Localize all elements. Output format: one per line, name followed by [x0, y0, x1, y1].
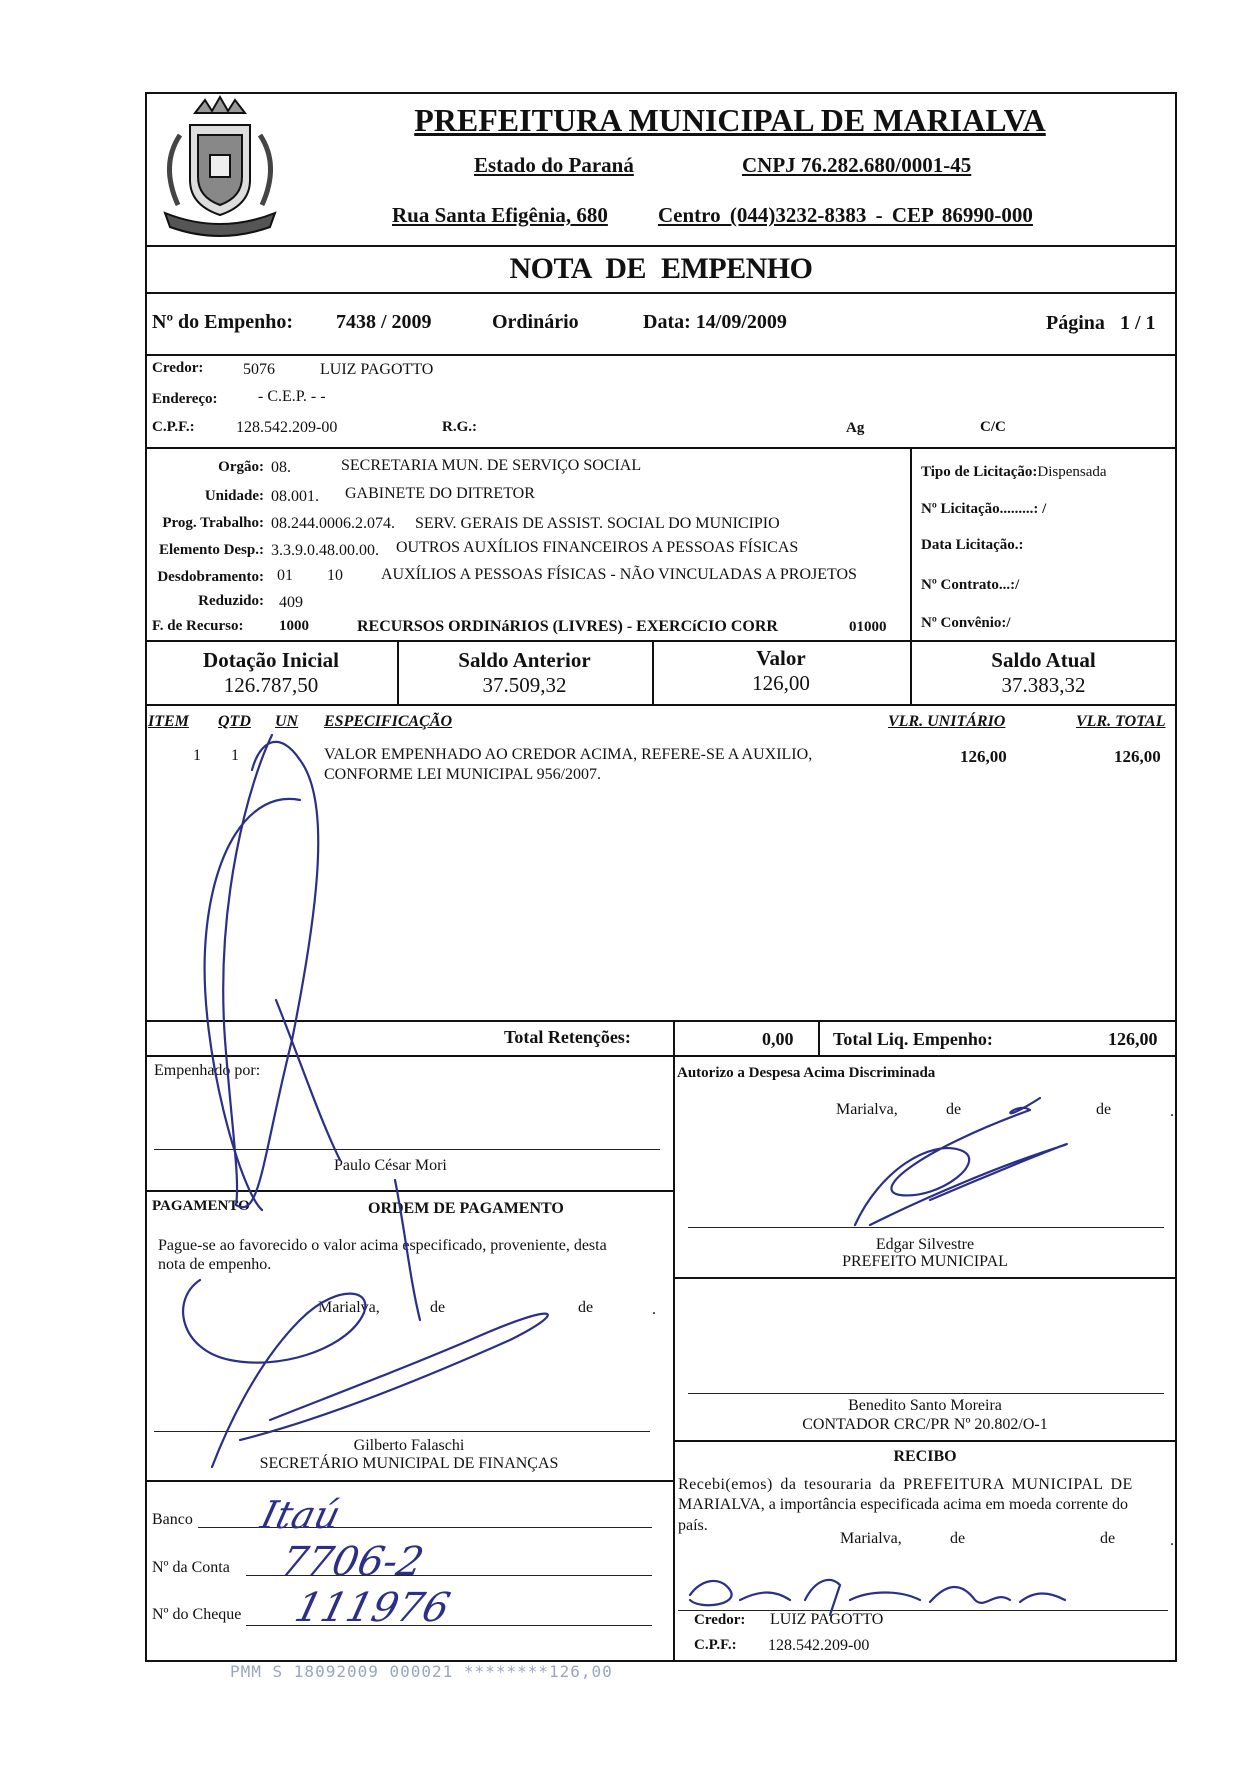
saldo-atual-value: 37.383,32	[1001, 673, 1086, 697]
pagamento-de-1: de	[430, 1299, 446, 1316]
recibo-text-2: MARIALVA, a importância especificada acima em moeda corrente do	[678, 1496, 1129, 1513]
totals-sep-1	[673, 1020, 675, 1055]
recibo-text-1: Recebi(emos) da tesouraria da PREFEITURA MUNICIPAL DE	[678, 1476, 1133, 1493]
empenho-number: 7438 / 2009	[336, 311, 432, 333]
contrato-number: Nº Contrato...:/	[921, 577, 1020, 593]
empenhado-name: Paulo César Mori	[334, 1157, 447, 1174]
totals-sep-2	[818, 1020, 820, 1055]
header-cnpj: CNPJ 76.282.680/0001-45	[742, 153, 972, 177]
item-qtd: 1	[231, 747, 239, 764]
ordem-pagamento-label: ORDEM DE PAGAMENTO	[368, 1200, 564, 1217]
saldo-anterior-label: Saldo Anterior	[458, 648, 591, 672]
document-title: NOTA DE EMPENHO	[509, 252, 813, 285]
recibo-city: Marialva,	[840, 1530, 902, 1547]
licitacao-type-label: Tipo de Licitação:Dispensada	[921, 464, 1107, 480]
orgao-desc: SECRETARIA MUN. DE SERVIÇO SOCIAL	[341, 457, 642, 474]
coat-of-arms-icon	[150, 95, 290, 243]
header-title: PREFEITURA MUNICIPAL DE MARIALVA	[414, 102, 1046, 138]
desdobramento-code-1: 01	[277, 567, 293, 584]
totals-divider	[145, 1055, 1177, 1057]
saldos-divider	[145, 704, 1177, 706]
pagamento-text-1: Pague-se ao favorecido o valor acima especificado, proveniente, desta	[158, 1237, 607, 1254]
endereco-value: - C.E.P. - -	[258, 388, 326, 405]
dotacao-value: 126.787,50	[223, 673, 319, 697]
licitacao-date: Data Licitação.:	[921, 537, 1024, 553]
valor-label: Valor	[756, 646, 806, 670]
liq-empenho-value: 126,00	[1108, 1029, 1158, 1049]
ag-label: Ag	[846, 420, 865, 436]
header-address: Centro (044)3232-8383 - CEP 86990-000	[658, 203, 1033, 227]
item-spec-line-1: VALOR EMPENHADO AO CREDOR ACIMA, REFERE-SE A AUXILIO,	[324, 746, 813, 763]
licitacao-number: Nº Licitação.........: /	[921, 501, 1047, 517]
credor-label: Credor:	[152, 360, 204, 376]
retencoes-label: Total Retenções:	[504, 1027, 631, 1047]
liq-empenho-label: Total Liq. Empenho:	[833, 1029, 993, 1049]
recibo-credor-name: LUIZ PAGOTTO	[770, 1611, 884, 1628]
prog-code: 08.244.0006.2.074.	[271, 515, 395, 532]
banco-handwritten-value: Itaú	[256, 1493, 345, 1537]
conta-label: Nº da Conta	[152, 1559, 230, 1576]
cpf-label: C.P.F.:	[152, 419, 195, 435]
page-number: 1 / 1	[1120, 312, 1156, 334]
credor-name: LUIZ PAGOTTO	[320, 361, 434, 378]
dotacao-label: Dotação Inicial	[203, 648, 339, 672]
endereco-label: Endereço:	[152, 391, 218, 407]
reduzido-value: 409	[279, 594, 303, 611]
recurso-label: F. de Recurso:	[152, 618, 244, 634]
recibo-de-2: de	[1100, 1530, 1116, 1547]
unidade-label: Unidade:	[204, 488, 264, 504]
recibo-signature-line	[678, 1610, 1168, 1611]
saldo-anterior-value: 37.509,32	[482, 673, 567, 697]
prog-desc: SERV. GERAIS DE ASSIST. SOCIAL DO MUNICIPIO	[415, 515, 780, 532]
recurso-code: 1000	[279, 618, 309, 634]
col-vlr-unitario: VLR. UNITÁRIO	[888, 713, 1006, 730]
empenhado-bottom	[145, 1190, 673, 1192]
recibo-credor-label: Credor:	[694, 1612, 746, 1628]
reduzido-label: Reduzido:	[198, 593, 264, 609]
recibo-cpf-label: C.P.F.:	[694, 1637, 737, 1653]
page-label: Página	[1046, 312, 1105, 334]
pagamento-text-2: nota de empenho.	[158, 1256, 272, 1273]
header-state: Estado do Paraná	[474, 153, 634, 177]
contador-signature-line	[688, 1393, 1164, 1394]
cheque-label: Nº do Cheque	[152, 1606, 242, 1623]
autorizo-de-1: de	[946, 1101, 962, 1118]
col-especificacao: ESPECIFICAÇÃO	[324, 713, 453, 730]
contador-bottom	[673, 1440, 1177, 1442]
prefeito-name: Edgar Silvestre	[875, 1236, 975, 1253]
classif-divider	[145, 640, 1177, 642]
elemento-desc: OUTROS AUXÍLIOS FINANCEIROS A PESSOAS FÍSICAS	[396, 539, 799, 556]
empenho-label: Nº do Empenho:	[152, 311, 294, 333]
recibo-cpf-value: 128.542.209-00	[768, 1637, 870, 1654]
title-divider	[145, 292, 1177, 294]
header-divider	[145, 245, 1177, 247]
lower-center-separator	[673, 1055, 675, 1662]
recibo-de-1: de	[950, 1530, 966, 1547]
credor-code: 5076	[243, 361, 275, 378]
valor-value: 126,00	[752, 671, 810, 695]
col-un: UN	[275, 713, 299, 730]
licitacao-separator	[910, 447, 912, 640]
item-unit-value: 126,00	[960, 747, 1007, 766]
secretario-name: Gilberto Falaschi	[353, 1437, 465, 1454]
contador-name: Benedito Santo Moreira	[848, 1397, 1002, 1414]
recurso-desc: RECURSOS ORDINáRIOS (LIVRES) - EXERCíCIO CORR	[357, 618, 778, 635]
pagamento-de-2: de	[578, 1299, 594, 1316]
item-spec-line-2: CONFORME LEI MUNICIPAL 956/2007.	[324, 766, 602, 783]
contador-role: CONTADOR CRC/PR Nº 20.802/O-1	[802, 1416, 1048, 1433]
elemento-label: Elemento Desp.:	[159, 542, 264, 558]
autorizo-dot: .	[1170, 1103, 1174, 1120]
info-divider	[145, 354, 1177, 356]
autorizo-bottom	[673, 1277, 1177, 1279]
empenho-date: Data: 14/09/2009	[643, 311, 787, 333]
conta-handwritten-value: 7706-2	[277, 1539, 428, 1585]
cpf-value: 128.542.209-00	[236, 419, 338, 436]
unidade-code: 08.001.	[271, 488, 319, 505]
recibo-title: RECIBO	[893, 1448, 957, 1465]
pagamento-bottom	[145, 1480, 673, 1482]
secretario-role: SECRETÁRIO MUNICIPAL DE FINANÇAS	[259, 1455, 559, 1472]
empenhado-signature-line	[154, 1149, 660, 1150]
desdobramento-desc: AUXÍLIOS A PESSOAS FÍSICAS - NÃO VINCULADAS A PROJETOS	[381, 566, 857, 583]
prefeito-signature-line	[688, 1227, 1164, 1228]
banco-label: Banco	[152, 1511, 193, 1528]
authentication-stamp: PMM S 18092009 000021 ********126,00	[230, 1662, 613, 1681]
elemento-code: 3.3.9.0.48.00.00.	[271, 542, 379, 559]
items-bottom-divider	[145, 1020, 1177, 1022]
retencoes-value: 0,00	[762, 1029, 794, 1049]
prefeito-role: PREFEITO MUNICIPAL	[842, 1253, 1008, 1270]
empenhado-label: Empenhado por:	[154, 1062, 261, 1079]
cc-label: C/C	[980, 419, 1006, 435]
recibo-text-3: país.	[678, 1517, 708, 1534]
autorizo-de-2: de	[1096, 1101, 1112, 1118]
item-number: 1	[193, 747, 201, 764]
saldo-atual-label: Saldo Atual	[991, 648, 1096, 672]
cheque-handwritten-value: 111976	[290, 1585, 455, 1631]
rg-label: R.G.:	[442, 419, 477, 435]
recibo-dot: .	[1170, 1532, 1174, 1549]
credor-divider	[145, 447, 1177, 449]
prog-label: Prog. Trabalho:	[162, 515, 264, 531]
pagamento-city: Marialva,	[318, 1299, 380, 1316]
orgao-label: Orgão:	[218, 459, 264, 475]
header-street: Rua Santa Efigênia, 680	[392, 203, 608, 227]
autorizo-city: Marialva,	[836, 1101, 898, 1118]
recurso-code-2: 01000	[849, 619, 887, 635]
orgao-code: 08.	[271, 459, 291, 476]
autorizo-label: Autorizo a Despesa Acima Discriminada	[677, 1065, 936, 1081]
col-item: ITEM	[148, 713, 189, 730]
unidade-desc: GABINETE DO DITRETOR	[345, 485, 535, 502]
desdobramento-label: Desdobramento:	[157, 569, 264, 585]
empenho-type: Ordinário	[492, 311, 579, 333]
convenio-number: Nº Convênio:/	[921, 615, 1011, 631]
secretario-signature-line	[154, 1431, 650, 1432]
item-total-value: 126,00	[1114, 747, 1161, 766]
desdobramento-code-2: 10	[327, 567, 343, 584]
col-qtd: QTD	[218, 713, 251, 730]
pagamento-dot: .	[652, 1301, 656, 1318]
col-vlr-total: VLR. TOTAL	[1076, 713, 1166, 730]
pagamento-label: PAGAMENTO	[152, 1198, 250, 1214]
